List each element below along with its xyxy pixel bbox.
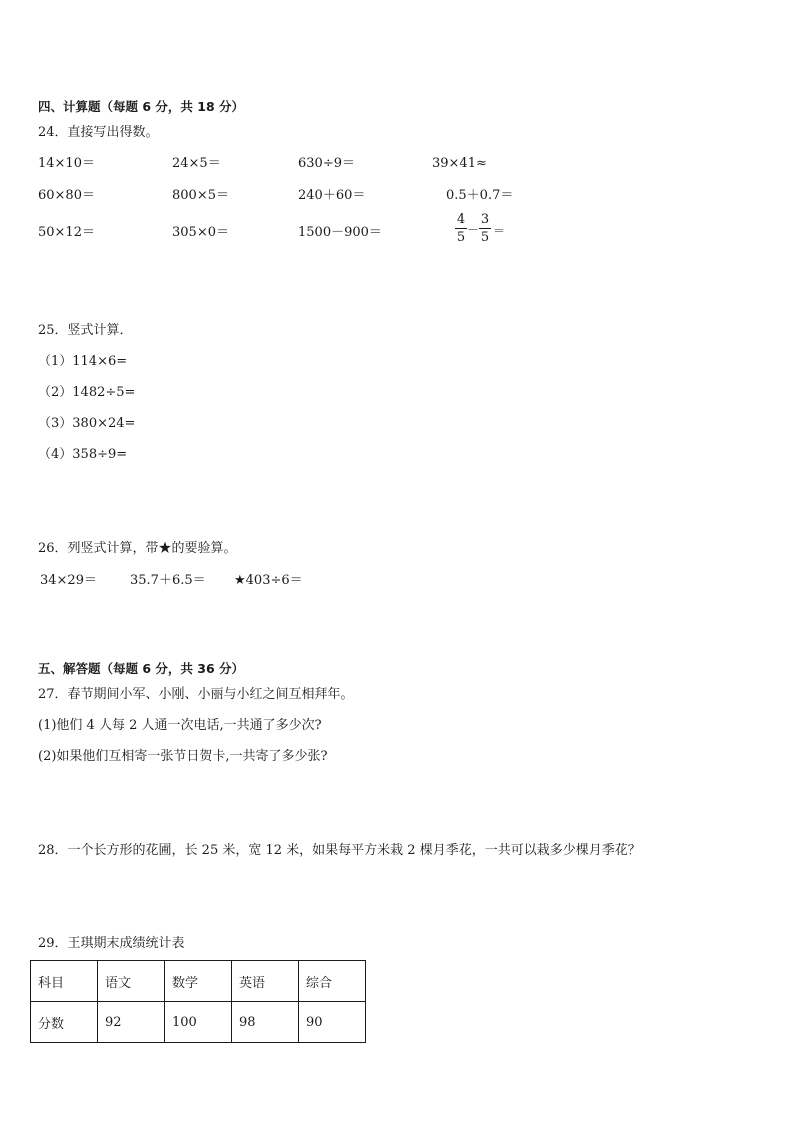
q27-sub-1: (1)他们 4 人每 2 人通一次电话,一共通了多少次? xyxy=(38,718,322,733)
question-29-title: 29．王琪期末成绩统计表 xyxy=(38,936,185,951)
q26-item: ★403÷6＝ xyxy=(234,573,303,588)
q24-expr: 240＋60＝ xyxy=(298,188,366,203)
fraction-b-numerator: 3 xyxy=(480,212,490,227)
section-4-heading: 四、计算题（每题 6 分，共 18 分） xyxy=(38,99,245,114)
q24-expr: 24×5＝ xyxy=(172,156,221,171)
q24-expr: 0.5＋0.7＝ xyxy=(446,188,514,203)
table-cell: 英语 xyxy=(232,961,299,1002)
section-5-heading: 五、解答题（每题 6 分，共 36 分） xyxy=(38,661,245,676)
fraction-operator: － xyxy=(467,223,480,237)
q27-sub-2: (2)如果他们互相寄一张节日贺卡,一共寄了多少张? xyxy=(38,749,328,764)
q26-item: 35.7＋6.5＝ xyxy=(130,573,206,588)
fraction-a xyxy=(455,212,467,245)
table-cell: 分数 xyxy=(31,1002,98,1043)
q24-expr: 800×5＝ xyxy=(172,188,229,203)
fraction-b xyxy=(479,212,491,245)
q25-item: （2）1482÷5= xyxy=(38,385,136,400)
table-cell: 语文 xyxy=(98,961,165,1002)
q25-item: （3）380×24= xyxy=(38,416,136,431)
q24-expr: 50×12＝ xyxy=(38,225,95,240)
fraction-b-denominator: 5 xyxy=(480,230,490,245)
q24-expr: 60×80＝ xyxy=(38,188,95,203)
question-24-title: 24．直接写出得数。 xyxy=(38,125,159,140)
fraction-a-numerator: 4 xyxy=(456,212,466,227)
q24-expr: 1500－900＝ xyxy=(298,225,382,240)
q24-expr: 630÷9＝ xyxy=(298,156,355,171)
q24-expr: 39×41≈ xyxy=(432,156,487,171)
question-25-title: 25．竖式计算． xyxy=(38,323,133,338)
table-cell: 100 xyxy=(165,1002,232,1043)
table-header-row xyxy=(31,961,366,1002)
q24-expr: 305×0＝ xyxy=(172,225,229,240)
fraction-a-denominator: 5 xyxy=(456,230,466,245)
fraction-bar xyxy=(479,228,491,229)
question-26-title: 26．列竖式计算，带★的要验算。 xyxy=(38,541,237,556)
question-28-title: 28．一个长方形的花圃，长 25 米，宽 12 米，如果每平方米栽 2 棵月季花，一共可以栽多少棵月季花？ xyxy=(38,843,641,858)
q24-expr: 14×10＝ xyxy=(38,156,95,171)
score-table xyxy=(30,960,366,1043)
table-cell: 90 xyxy=(299,1002,366,1043)
fraction-bar xyxy=(455,228,467,229)
table-cell: 科目 xyxy=(31,961,98,1002)
q26-item: 34×29＝ xyxy=(40,573,97,588)
q25-item: （4）358÷9= xyxy=(38,447,128,462)
table-cell: 98 xyxy=(232,1002,299,1043)
table-cell: 92 xyxy=(98,1002,165,1043)
q25-item: （1）114×6= xyxy=(38,354,128,369)
table-cell: 数学 xyxy=(165,961,232,1002)
table-cell: 综合 xyxy=(299,961,366,1002)
fraction-equals: ＝ xyxy=(493,224,506,238)
table-row xyxy=(31,1002,366,1043)
question-27-title: 27．春节期间小军、小刚、小丽与小红之间互相拜年。 xyxy=(38,687,354,702)
